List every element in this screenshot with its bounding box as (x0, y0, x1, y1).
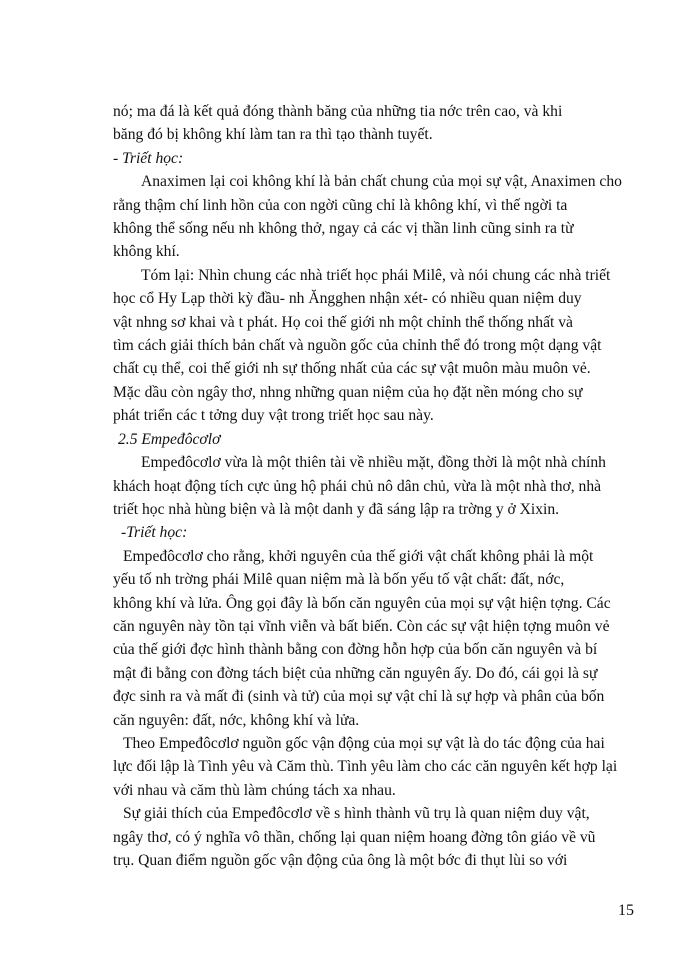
text-line: rằng thậm chí linh hồn của con ngời cũng chỉ là không khí, vì thế ngời ta (113, 196, 568, 214)
text-line: không khí. (113, 243, 180, 261)
text-line: Empeđôcơlơ cho rằng, khởi nguyên của thế giới vật chất không phải là một (123, 547, 594, 565)
text-line: căn nguyên: đất, nớc, không khí và lửa. (113, 711, 360, 729)
text-line: Empeđôcơlơ vừa là một thiên tài về nhiều mặt, đồng thời là một nhà chính (141, 454, 606, 472)
text-line: căn nguyên này tồn tại vĩnh viễn và bất biến. Còn các sự vật hiện tợng muôn vẻ (113, 617, 610, 635)
text-line: phát triển các t tởng duy vật trong triết học sau này. (113, 407, 434, 425)
text-line: đợc sinh ra và mất đi (sinh và tử) của mọi sự vật chỉ là sự hợp và phân của bốn (113, 688, 605, 706)
text-line: ngây thơ, có ý nghĩa vô thần, chống lại quan niệm hoang đờng tôn giáo về vũ (113, 828, 596, 846)
text-line: không thể sống nếu nh không thở, ngay cả các vị thần linh cũng sinh ra từ (113, 220, 574, 238)
page-number: 15 (618, 902, 634, 919)
body-text (113, 100, 635, 872)
text-line: lực đối lập là Tình yêu và Căm thù. Tình yêu làm cho các căn nguyên kết hợp lại (113, 758, 618, 776)
text-line: học cổ Hy Lạp thời kỳ đầu- nh Ăngghen nhận xét- có nhiều quan niệm duy (113, 290, 582, 308)
text-line: yếu tố nh trờng phái Milê quan niệm mà là bốn yếu tố vật chất: đất, nớc, (113, 571, 565, 589)
text-line: Anaximen lại coi không khí là bản chất chung của mọi sự vật, Anaximen cho (141, 173, 622, 191)
text-line: triết học nhà hùng biện và là một danh y đã sáng lập ra trờng y ở Xixin. (113, 500, 560, 518)
text-line: Mặc dầu còn ngây thơ, nhng những quan niệm của họ đặt nền móng cho sự (113, 383, 583, 401)
text-line: nó; ma đá là kết quả đóng thành băng của những tia nớc trên cao, và khi (113, 103, 563, 120)
text-line: Sự giải thích của Empeđôcơlơ về s hình thành vũ trụ là quan niệm duy vật, (123, 805, 590, 823)
text-line: của thế giới đợc hình thành bằng con đờng hỗn hợp của bốn căn nguyên và bí (113, 641, 598, 659)
text-line: trụ. Quan điểm nguồn gốc vận động của ông là một bớc đi thụt lùi so với (113, 852, 568, 869)
text-line: không khí và lửa. Ông gọi đây là bốn căn nguyên của mọi sự vật hiện tợng. Các (113, 594, 611, 612)
text-line: mật đi bằng con đờng tách biệt của những căn nguyên ấy. Do đó, cái gọi là sự (113, 664, 598, 682)
text-line: Theo Empeđôcơlơ nguồn gốc vận động của mọi sự vật là do tác động của hai (123, 734, 605, 752)
text-line: với nhau và căm thù làm chúng tách xa nhau. (113, 781, 396, 799)
text-line: băng đó bị không khí làm tan ra thì tạo thành tuyết. (113, 126, 433, 144)
section-heading: 2.5 Empeđôcơlơ (118, 430, 221, 448)
text-line: khách hoạt động tích cực ủng hộ phái chủ nô dân chủ, vừa là một nhà thơ, nhà (113, 477, 602, 495)
text-line: tìm cách giải thích bản chất và nguồn gốc của chỉnh thể đó trong một dạng vật (113, 337, 602, 355)
section-heading: -Triết học: (121, 524, 188, 542)
text-line: Tóm lại: Nhìn chung các nhà triết học phái Milê, và nói chung các nhà triết (141, 266, 611, 284)
section-heading: - Triết học: (113, 149, 184, 167)
text-line: vật nhng sơ khai và t phát. Họ coi thế giới nh một chỉnh thể thống nhất và (113, 313, 573, 331)
text-line: chất cụ thể, coi thế giới nh sự thống nhất của các sự vật muôn màu muôn vẻ. (113, 360, 591, 378)
